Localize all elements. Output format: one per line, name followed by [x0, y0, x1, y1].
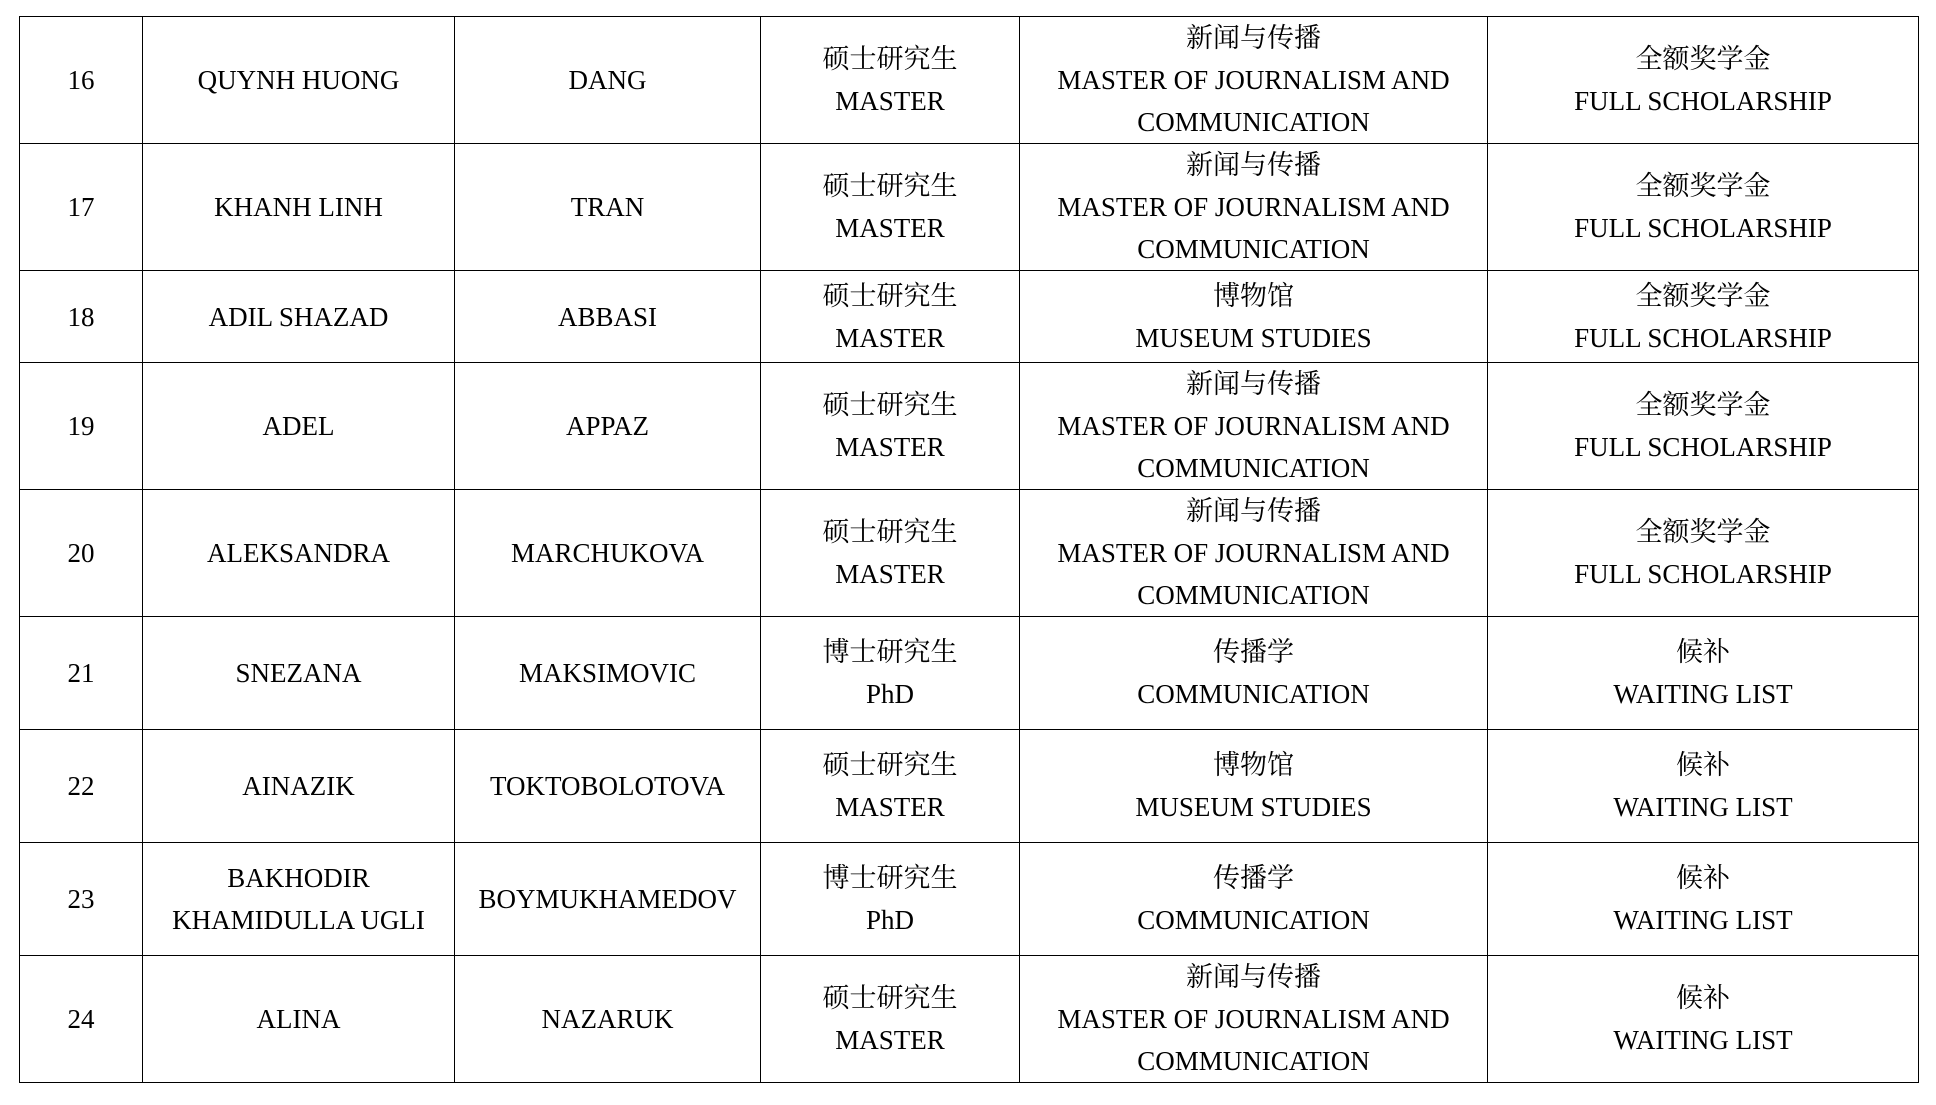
cell-degree-level — [761, 490, 1020, 617]
cell-major-line: MUSEUM STUDIES — [1135, 792, 1372, 822]
result-en: WAITING LIST — [1613, 792, 1793, 822]
cell-surname: NAZARUK — [455, 956, 761, 1083]
result-cn: 候补 — [1676, 637, 1730, 667]
cell-number: 19 — [20, 363, 143, 490]
cell-major-line: COMMUNICATION — [1137, 453, 1370, 483]
cell-major — [1020, 490, 1488, 617]
cell-major — [1020, 144, 1488, 271]
result-en: WAITING LIST — [1613, 679, 1793, 709]
result-cn: 全额奖学金 — [1635, 44, 1771, 74]
cell-number: 22 — [20, 730, 143, 843]
cell-major-line: MASTER OF JOURNALISM AND — [1057, 1004, 1450, 1034]
result-cn: 候补 — [1676, 750, 1730, 780]
degree-level-en: MASTER — [835, 86, 945, 116]
cell-number: 23 — [20, 843, 143, 956]
cell-surname: ABBASI — [455, 271, 761, 363]
cell-major-line: MASTER OF JOURNALISM AND — [1057, 538, 1450, 568]
major-cn: 传播学 — [1213, 637, 1294, 667]
cell-degree-level — [761, 271, 1020, 363]
cell-given-name: ALEKSANDRA — [143, 490, 455, 617]
result-en: WAITING LIST — [1613, 1025, 1793, 1055]
cell-surname: MAKSIMOVIC — [455, 617, 761, 730]
cell-degree-level — [761, 956, 1020, 1083]
degree-level-cn: 硕士研究生 — [822, 517, 958, 547]
degree-level-cn: 硕士研究生 — [822, 280, 958, 311]
scholarship-results-table — [19, 16, 1919, 1083]
result-cn: 全额奖学金 — [1635, 390, 1771, 420]
cell-surname: TOKTOBOLOTOVA — [455, 730, 761, 843]
degree-level-en: MASTER — [835, 322, 945, 353]
result-cn: 候补 — [1676, 863, 1730, 893]
table-row — [20, 363, 1919, 490]
cell-surname: DANG — [455, 17, 761, 144]
cell-major-line: COMMUNICATION — [1137, 580, 1370, 610]
table-row — [20, 730, 1919, 843]
cell-given-name — [143, 843, 455, 956]
major-cn: 新闻与传播 — [1186, 369, 1321, 399]
table-row — [20, 843, 1919, 956]
result-en: FULL SCHOLARSHIP — [1574, 213, 1832, 243]
cell-major — [1020, 730, 1488, 843]
cell-result — [1488, 17, 1919, 144]
degree-level-cn: 博士研究生 — [822, 637, 958, 667]
cell-given-name: ADEL — [143, 363, 455, 490]
cell-major-line: COMMUNICATION — [1137, 107, 1370, 137]
result-cn: 全额奖学金 — [1635, 517, 1771, 547]
table-row — [20, 271, 1919, 363]
cell-result — [1488, 490, 1919, 617]
degree-level-en: MASTER — [835, 213, 945, 243]
degree-level-en: MASTER — [835, 1025, 945, 1055]
cell-major-line: COMMUNICATION — [1137, 905, 1370, 935]
cell-result — [1488, 843, 1919, 956]
cell-result — [1488, 363, 1919, 490]
degree-level-cn: 博士研究生 — [822, 863, 958, 893]
cell-degree-level — [761, 363, 1020, 490]
cell-number: 18 — [20, 271, 143, 363]
table-row — [20, 490, 1919, 617]
cell-result — [1488, 730, 1919, 843]
major-cn: 新闻与传播 — [1186, 150, 1321, 180]
cell-degree-level — [761, 617, 1020, 730]
cell-major — [1020, 271, 1488, 363]
table-row — [20, 956, 1919, 1083]
cell-result — [1488, 956, 1919, 1083]
cell-degree-level — [761, 144, 1020, 271]
cell-degree-level — [761, 17, 1020, 144]
cell-given-name: QUYNH HUONG — [143, 17, 455, 144]
degree-level-en: PhD — [865, 679, 914, 709]
cell-major — [1020, 617, 1488, 730]
major-cn: 新闻与传播 — [1186, 23, 1321, 53]
cell-surname: TRAN — [455, 144, 761, 271]
cell-surname: APPAZ — [455, 363, 761, 490]
cell-major-line: COMMUNICATION — [1137, 234, 1370, 264]
cell-number: 24 — [20, 956, 143, 1083]
cell-given-name: SNEZANA — [143, 617, 455, 730]
table-row — [20, 17, 1919, 144]
cell-major-line: MASTER OF JOURNALISM AND — [1057, 411, 1450, 441]
cell-given-name-line: BAKHODIR — [227, 863, 370, 893]
cell-number: 20 — [20, 490, 143, 617]
degree-level-en: MASTER — [835, 432, 945, 462]
cell-major — [1020, 956, 1488, 1083]
result-en: FULL SCHOLARSHIP — [1574, 432, 1832, 462]
degree-level-cn: 硕士研究生 — [822, 171, 958, 201]
table-row — [20, 144, 1919, 271]
table-row — [20, 617, 1919, 730]
cell-major — [1020, 17, 1488, 144]
table-body — [20, 17, 1919, 1083]
cell-given-name: ADIL SHAZAD — [143, 271, 455, 363]
major-cn: 传播学 — [1213, 863, 1294, 893]
major-cn: 博物馆 — [1213, 280, 1294, 311]
cell-major — [1020, 363, 1488, 490]
cell-major-line: COMMUNICATION — [1137, 679, 1370, 709]
cell-result — [1488, 617, 1919, 730]
cell-major-line: MASTER OF JOURNALISM AND — [1057, 192, 1450, 222]
result-en: FULL SCHOLARSHIP — [1574, 86, 1832, 116]
major-cn: 博物馆 — [1213, 750, 1294, 780]
major-cn: 新闻与传播 — [1186, 496, 1321, 526]
degree-level-cn: 硕士研究生 — [822, 390, 958, 420]
cell-number: 17 — [20, 144, 143, 271]
degree-level-cn: 硕士研究生 — [822, 44, 958, 74]
cell-major-line: MUSEUM STUDIES — [1135, 322, 1372, 353]
major-cn: 新闻与传播 — [1186, 962, 1321, 992]
cell-given-name-line: KHAMIDULLA UGLI — [172, 905, 425, 935]
cell-major-line: MASTER OF JOURNALISM AND — [1057, 65, 1450, 95]
degree-level-en: PhD — [865, 905, 914, 935]
degree-level-cn: 硕士研究生 — [822, 983, 958, 1013]
cell-surname: MARCHUKOVA — [455, 490, 761, 617]
cell-number: 21 — [20, 617, 143, 730]
degree-level-cn: 硕士研究生 — [822, 750, 958, 780]
degree-level-en: MASTER — [835, 792, 945, 822]
result-en: WAITING LIST — [1613, 905, 1793, 935]
cell-major-line: COMMUNICATION — [1137, 1046, 1370, 1076]
cell-degree-level — [761, 843, 1020, 956]
result-en: FULL SCHOLARSHIP — [1574, 322, 1832, 353]
degree-level-en: MASTER — [835, 559, 945, 589]
result-en: FULL SCHOLARSHIP — [1574, 559, 1832, 589]
cell-result — [1488, 144, 1919, 271]
cell-number: 16 — [20, 17, 143, 144]
cell-result — [1488, 271, 1919, 363]
cell-degree-level — [761, 730, 1020, 843]
result-cn: 候补 — [1676, 983, 1730, 1013]
cell-surname: BOYMUKHAMEDOV — [455, 843, 761, 956]
cell-given-name: ALINA — [143, 956, 455, 1083]
cell-major — [1020, 843, 1488, 956]
cell-given-name: KHANH LINH — [143, 144, 455, 271]
result-cn: 全额奖学金 — [1635, 280, 1771, 311]
cell-given-name: AINAZIK — [143, 730, 455, 843]
result-cn: 全额奖学金 — [1635, 171, 1771, 201]
